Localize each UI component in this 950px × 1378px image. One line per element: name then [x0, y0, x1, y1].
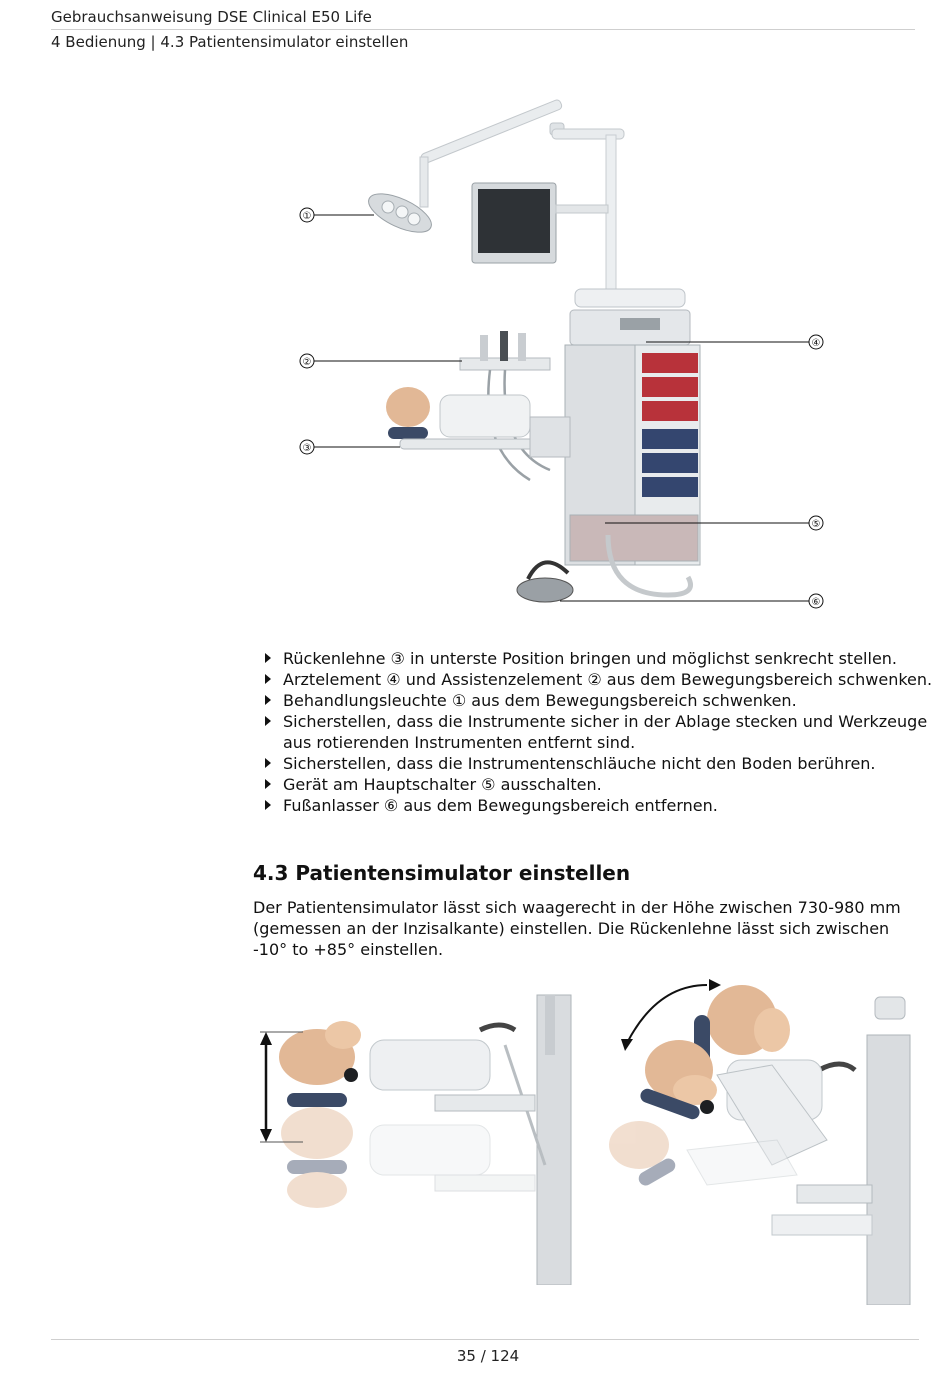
triangle-bullet-icon: [265, 716, 271, 726]
callout-label-2: ②: [302, 357, 312, 368]
callout-label-6: ⑥: [811, 597, 821, 608]
step-item: [265, 669, 935, 690]
step-item: [265, 711, 935, 753]
step-text: Sicherstellen, dass die Instrumentenschläuche nicht den Boden berühren.: [283, 754, 876, 773]
step-text: Rückenlehne ③ in unterste Position bringen und möglichst senkrecht stellen.: [283, 649, 898, 668]
callout-label-1: ①: [302, 211, 312, 222]
callout-label-4: ④: [811, 338, 821, 349]
triangle-bullet-icon: [265, 674, 271, 684]
header-divider: [51, 29, 915, 30]
dental-unit-figure: [290, 95, 840, 615]
section-body: Der Patientensimulator lässt sich waagerecht in der Höhe zwischen 730-980 mm (gemessen an der Inzisalkante) einstellen. Die Rückenlehne lässt sich zwischen -10° to +85° einstellen.: [253, 898, 901, 959]
step-item: [265, 774, 935, 795]
step-item: [265, 795, 935, 816]
triangle-bullet-icon: [265, 653, 271, 663]
step-text: Fußanlasser ⑥ aus dem Bewegungsbereich entfernen.: [283, 796, 718, 815]
backrest-rotation-figure: [597, 975, 912, 1305]
instruction-steps: [265, 648, 935, 816]
step-text: Behandlungsleuchte ① aus dem Bewegungsbereich schwenken.: [283, 691, 797, 710]
section-title: 4.3 Patientensimulator einstellen: [253, 861, 631, 885]
step-text: Sicherstellen, dass die Instrumente sicher in der Ablage stecken und Werkzeuge aus rotierenden Instrumenten entfernt sind.: [283, 712, 928, 752]
step-item: [265, 690, 935, 711]
step-text: Arztelement ④ und Assistenzelement ② aus dem Bewegungsbereich schwenken.: [283, 670, 933, 689]
callout-label-3: ③: [302, 443, 312, 454]
page-number: 35 / 124: [456, 1347, 520, 1365]
document-title: Gebrauchsanweisung DSE Clinical E50 Life: [51, 8, 372, 26]
step-text: Gerät am Hauptschalter ⑤ ausschalten.: [283, 775, 602, 794]
triangle-bullet-icon: [265, 779, 271, 789]
triangle-bullet-icon: [265, 695, 271, 705]
step-item: [265, 648, 935, 669]
triangle-bullet-icon: [265, 758, 271, 768]
step-item: [265, 753, 935, 774]
triangle-bullet-icon: [265, 800, 271, 810]
footer-divider: [51, 1339, 919, 1340]
breadcrumb: 4 Bedienung | 4.3 Patientensimulator einstellen: [51, 33, 409, 51]
height-adjustment-figure: [255, 975, 573, 1285]
callout-label-5: ⑤: [811, 519, 821, 530]
